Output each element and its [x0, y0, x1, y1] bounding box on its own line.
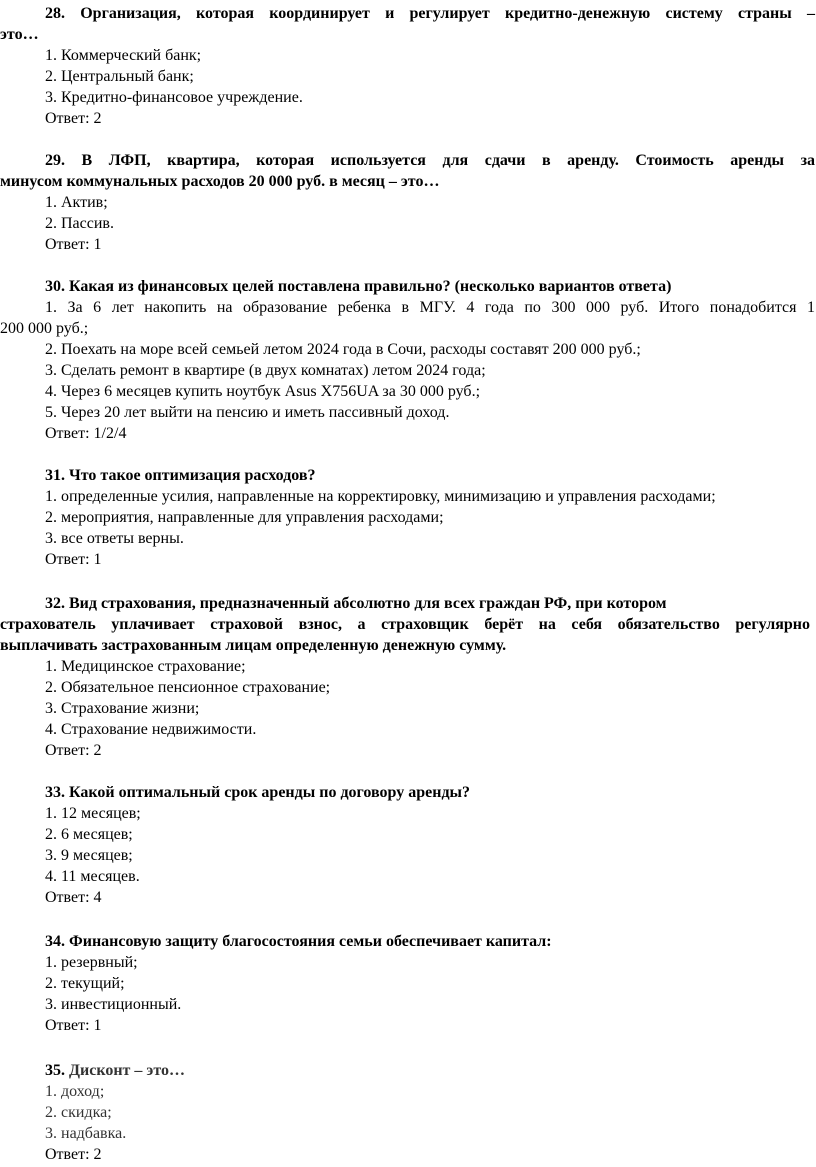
option: 2. текущий;: [45, 975, 125, 992]
answer: Ответ: 1/2/4: [45, 425, 127, 442]
option: 3. инвестиционный.: [45, 996, 182, 1013]
question-text: Дисконт – это…: [69, 1062, 185, 1079]
option: 1. Актив;: [45, 194, 108, 211]
option: 1. 12 месяцев;: [45, 805, 141, 822]
option: 5. Через 20 лет выйти на пенсию и иметь пассивный доход.: [45, 404, 450, 421]
option: 4. Страхование недвижимости.: [45, 721, 257, 738]
option: 2. Обязательное пенсионное страхование;: [45, 679, 331, 696]
option: 3. надбавка.: [45, 1125, 127, 1142]
option: 4. 11 месяцев.: [45, 868, 140, 885]
option: 2. мероприятия, направленные для управления расходами;: [45, 509, 444, 526]
question-title: 34. Финансовую защиту благосостояния семьи обеспечивает капитал:: [45, 933, 552, 950]
question-title-cont: минусом коммунальных расходов 20 000 руб. в месяц – это…: [0, 173, 440, 190]
option: 1. определенные усилия, направленные на корректировку, минимизацию и управления расходами;: [45, 488, 716, 505]
question-title: 31. Что такое оптимизация расходов?: [45, 467, 316, 484]
option: 3. Кредитно-финансовое учреждение.: [45, 89, 303, 106]
option-cont: 200 000 руб.;: [0, 320, 89, 337]
answer: Ответ: 2: [45, 110, 102, 127]
option: 3. Сделать ремонт в квартире (в двух комнатах) летом 2024 года;: [45, 362, 486, 379]
option: 2. Центральный банк;: [45, 68, 194, 85]
option: 2. Пассив.: [45, 215, 114, 232]
option: 1. доход;: [45, 1083, 105, 1100]
question-title: 32. Вид страхования, предназначенный абсолютно для всех граждан РФ, при котором: [45, 595, 667, 612]
question-title-cont: страхователь уплачивает страховой взнос, а страховщик берёт на себя обязательство регулярно: [0, 616, 810, 633]
option: 4. Через 6 месяцев купить ноутбук Asus X756UA за 30 000 руб.;: [45, 383, 481, 400]
answer: Ответ: 1: [45, 1017, 102, 1034]
question-title: 30. Какая из финансовых целей поставлена правильно? (несколько вариантов ответа): [45, 278, 672, 295]
question-title-cont: выплачивать застрахованным лицам определенную денежную сумму.: [0, 637, 507, 654]
answer: Ответ: 1: [45, 551, 102, 568]
question-title: 28. Организация, которая координирует и регулирует кредитно-денежную систему страны –: [45, 5, 815, 22]
option: 1. Медицинское страхование;: [45, 658, 246, 675]
option: 2. Поехать на море всей семьей летом 2024 года в Сочи, расходы составят 200 000 руб.;: [45, 341, 641, 358]
option: 1. За 6 лет накопить на образование ребенка в МГУ. 4 года по 300 000 руб. Итого понадобится 1: [45, 299, 815, 316]
answer: Ответ: 2: [45, 1146, 102, 1163]
option: 1. Коммерческий банк;: [45, 47, 202, 64]
option: 3. все ответы верны.: [45, 530, 184, 547]
option: 2. скидка;: [45, 1104, 112, 1121]
question-title: 33. Какой оптимальный срок аренды по договору аренды?: [45, 784, 471, 801]
question-number: 35.: [45, 1062, 65, 1079]
answer: Ответ: 1: [45, 236, 102, 253]
question-title-cont: это…: [0, 26, 39, 43]
option: 1. резервный;: [45, 954, 138, 971]
option: 2. 6 месяцев;: [45, 826, 133, 843]
option: 3. 9 месяцев;: [45, 847, 133, 864]
answer: Ответ: 4: [45, 889, 102, 906]
option: 3. Страхование жизни;: [45, 700, 200, 717]
question-title: [45, 1060, 185, 1081]
answer: Ответ: 2: [45, 742, 102, 759]
question-title: 29. В ЛФП, квартира, которая используется для сдачи в аренду. Стоимость аренды за: [45, 152, 815, 169]
